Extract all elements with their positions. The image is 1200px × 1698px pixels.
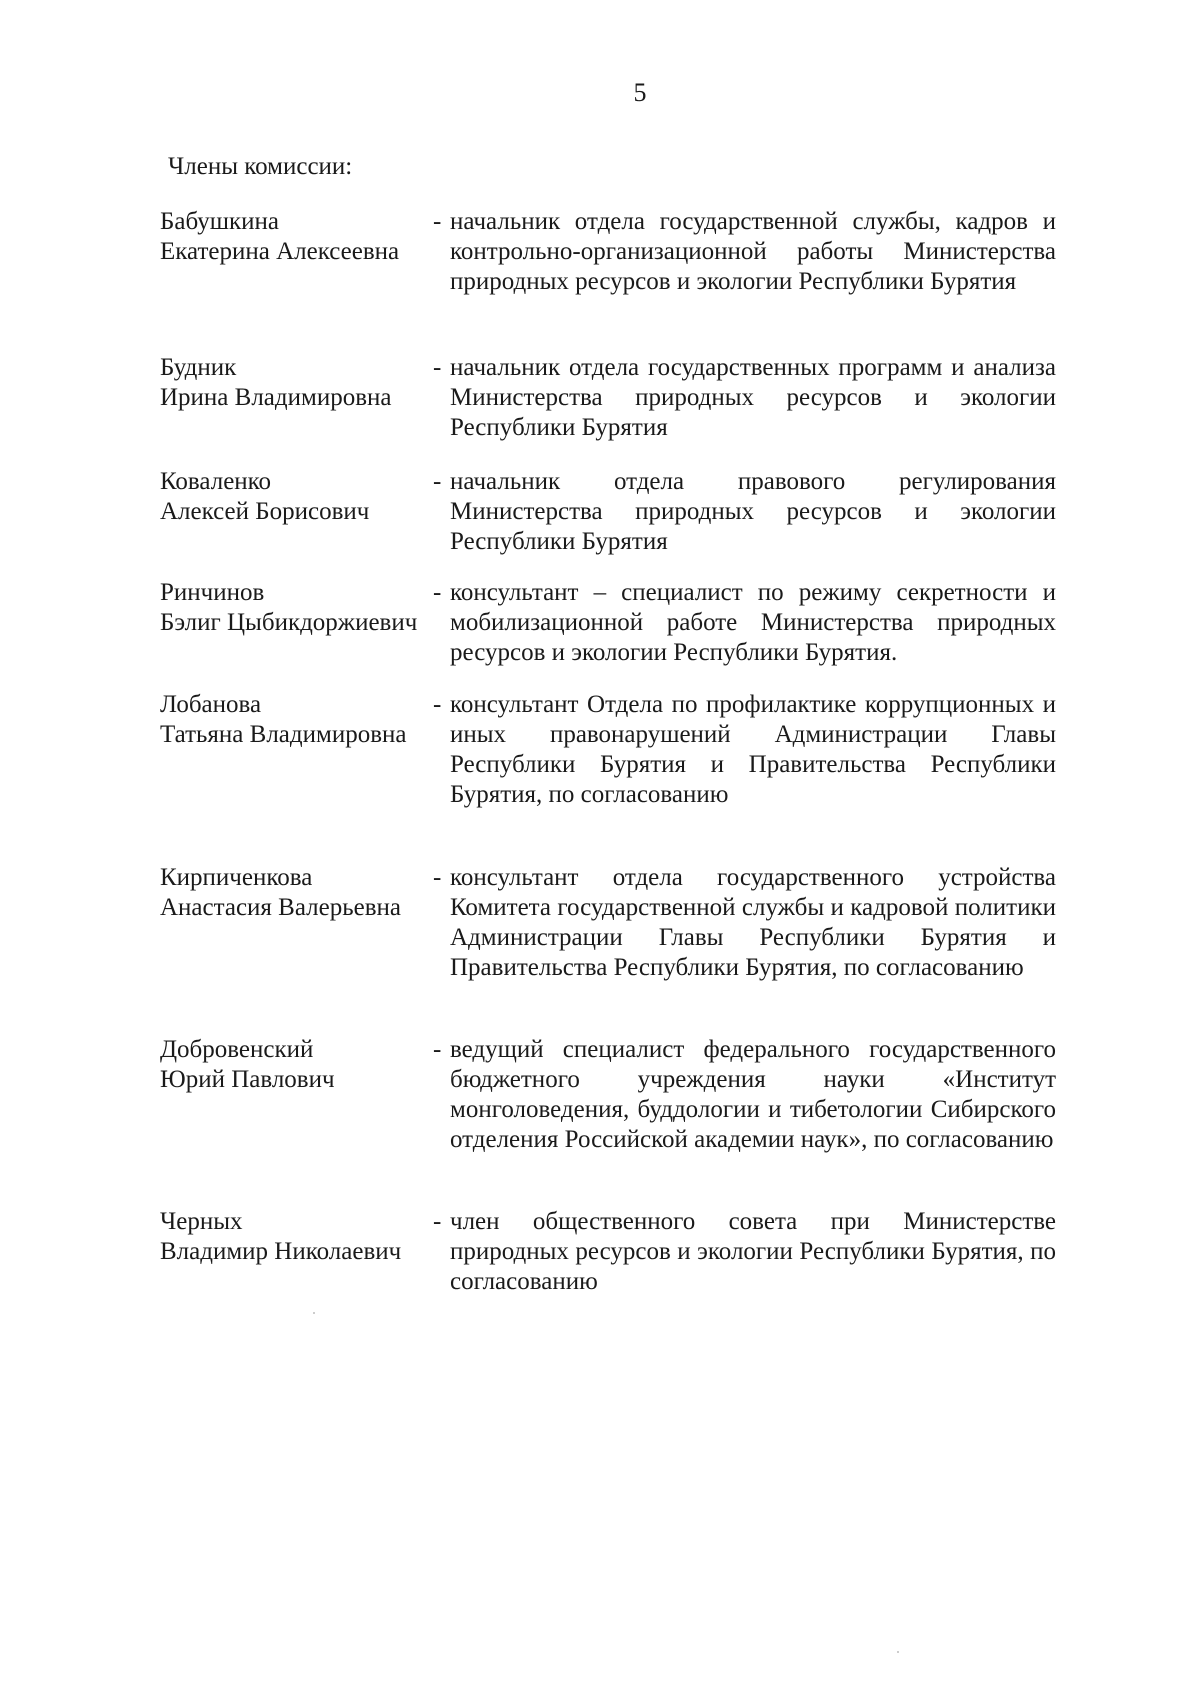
member-position-text: начальник отдела государственной службы, кадров и контрольно-организационной работы Министерства природных ресурсов и экологии Республики Бурятия [450, 208, 1056, 295]
member-given-names: Анастасия Валерьевна [160, 894, 402, 921]
member-position [433, 1035, 1056, 1155]
dash-separator: - [433, 579, 442, 606]
member-name [160, 1035, 440, 1095]
member-position [433, 690, 1056, 810]
dash-separator: - [433, 1208, 442, 1235]
scan-speck [897, 1651, 899, 1653]
member-name [160, 578, 440, 638]
member-position-text: начальник отдела государственных программ и анализа Министерства природных ресурсов и экологии Республики Бурятия [450, 354, 1056, 441]
member-given-names: Бэлиг Цыбикдоржиевич [160, 609, 418, 636]
member-position-text: консультант Отдела по профилактике коррупционных и иных правонарушений Администрации Главы Республики Бурятия и Правительства Республики Бурятия, по согласованию [450, 691, 1056, 808]
member-given-names: Ирина Владимировна [160, 384, 392, 411]
page-number: 5 [633, 78, 647, 107]
member-surname: Кирпиченкова [160, 864, 313, 891]
member-position [433, 467, 1056, 557]
member-name [160, 207, 440, 267]
member-surname: Черных [160, 1208, 243, 1235]
member-position-text: ведущий специалист федерального государственного бюджетного учреждения науки «Институт монголоведения, буддологии и тибетологии Сибирского отделения Российской академии наук», по согласованию [450, 1036, 1056, 1153]
dash-separator: - [433, 208, 442, 235]
member-position-text: консультант – специалист по режиму секретности и мобилизационной работе Министерства природных ресурсов и экологии Республики Бурятия. [450, 579, 1056, 666]
member-position [433, 578, 1056, 668]
member-name [160, 467, 440, 527]
dash-separator: - [433, 864, 442, 891]
member-position-text: член общественного совета при Министерстве природных ресурсов и экологии Республики Бурятия, по согласованию [450, 1208, 1056, 1295]
dash-separator: - [433, 354, 442, 381]
member-position [433, 207, 1056, 297]
dash-separator: - [433, 1036, 442, 1063]
scan-speck [313, 1312, 315, 1314]
member-surname: Добровенский [160, 1036, 314, 1063]
dash-separator: - [433, 691, 442, 718]
member-position-text: консультант отдела государственного устройства Комитета государственной службы и кадровой политики Администрации Главы Республики Бурятия и Правительства Республики Бурятия, по согласованию [450, 864, 1056, 981]
member-surname: Коваленко [160, 468, 272, 495]
member-position [433, 353, 1056, 443]
member-given-names: Алексей Борисович [160, 498, 370, 525]
member-position-text: начальник отдела правового регулирования Министерства природных ресурсов и экологии Республики Бурятия [450, 468, 1056, 555]
member-position [433, 863, 1056, 983]
member-given-names: Владимир Николаевич [160, 1238, 402, 1265]
member-surname: Бабушкина [160, 208, 279, 235]
member-surname: Ринчинов [160, 579, 265, 606]
member-given-names: Юрий Павлович [160, 1066, 335, 1093]
member-surname: Лобанова [160, 691, 262, 718]
member-name [160, 690, 440, 750]
member-surname: Будник [160, 354, 237, 381]
member-given-names: Екатерина Алексеевна [160, 238, 400, 265]
dash-separator: - [433, 468, 442, 495]
member-name [160, 1207, 440, 1267]
member-name [160, 863, 440, 923]
member-name [160, 353, 440, 413]
member-given-names: Татьяна Владимировна [160, 721, 407, 748]
member-position [433, 1207, 1056, 1297]
members-heading: Члены комиссии: [168, 153, 353, 180]
